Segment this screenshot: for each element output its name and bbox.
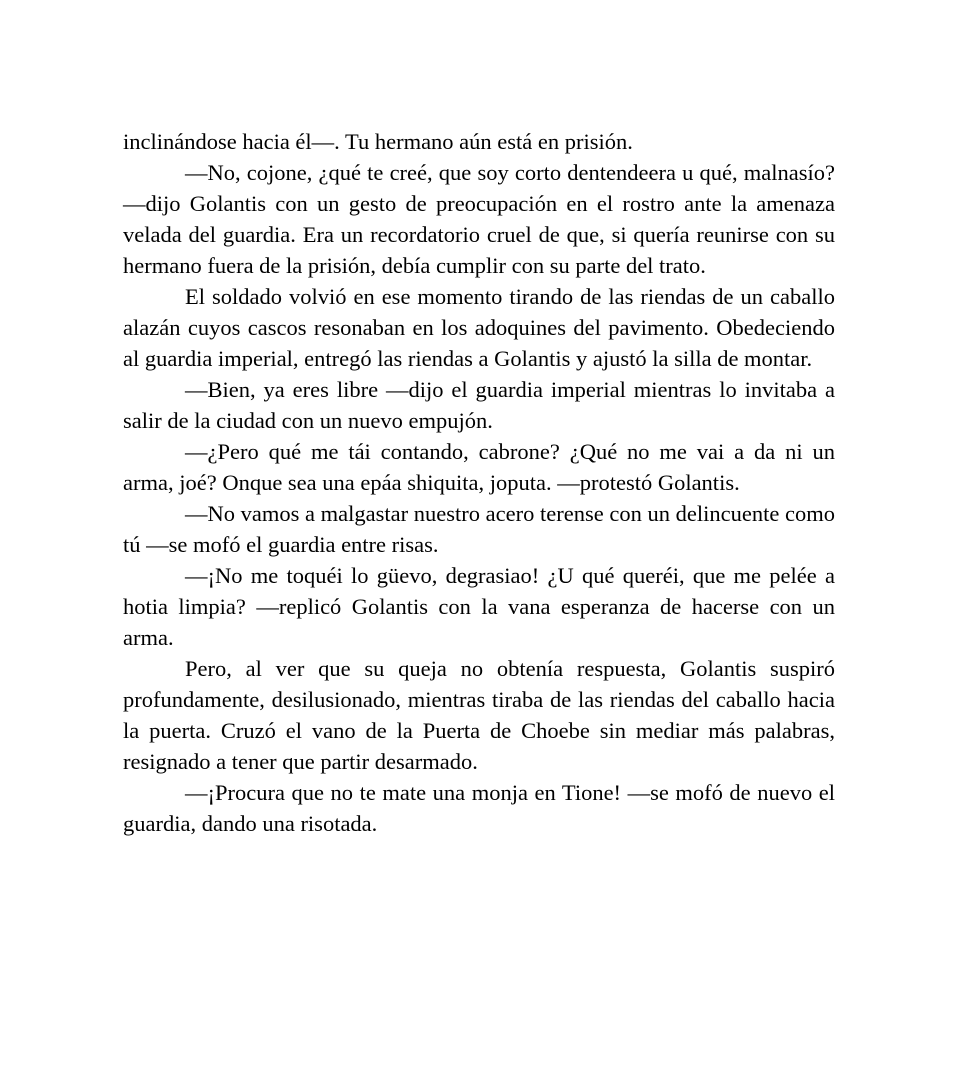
paragraph: Pero, al ver que su queja no obtenía respuesta, Golantis suspiró profundamente, desilusionado, mientras tiraba de las riendas del caballo hacia la puerta. Cruzó el vano de la Puerta de Choebe sin mediar más palabras, resignado a tener que partir desarmado. — [123, 656, 835, 774]
paragraph: —No vamos a malgastar nuestro acero terense con un delincuente como tú —se mofó el guardia entre risas. — [123, 501, 835, 557]
paragraph: —¡No me toquéi lo güevo, degrasiao! ¿U qué queréi, que me pelée a hotia limpia? —replicó Golantis con la vana esperanza de hacerse con un arma. — [123, 563, 835, 650]
paragraph-continuation: inclinándose hacia él—. Tu hermano aún está en prisión. — [123, 129, 633, 154]
paragraph: —Bien, ya eres libre —dijo el guardia imperial mientras lo invitaba a salir de la ciudad con un nuevo empujón. — [123, 377, 835, 433]
book-page-text-block — [123, 126, 835, 839]
paragraph: —No, cojone, ¿qué te creé, que soy corto dentendeera u qué, malnasío? —dijo Golantis con un gesto de preocupación en el rostro ante la amenaza velada del guardia. Era un recordatorio cruel de que, si quería reunirse con su hermano fuera de la prisión, debía cumplir con su parte del trato. — [123, 160, 835, 278]
paragraph: El soldado volvió en ese momento tirando de las riendas de un caballo alazán cuyos cascos resonaban en los adoquines del pavimento. Obedeciendo al guardia imperial, entregó las riendas a Golantis y ajustó la silla de montar. — [123, 284, 835, 371]
paragraph: —¿Pero qué me tái contando, cabrone? ¿Qué no me vai a da ni un arma, joé? Onque sea una epáa shiquita, joputa. —protestó Golantis. — [123, 439, 835, 495]
paragraph: —¡Procura que no te mate una monja en Tione! —se mofó de nuevo el guardia, dando una risotada. — [123, 780, 835, 836]
